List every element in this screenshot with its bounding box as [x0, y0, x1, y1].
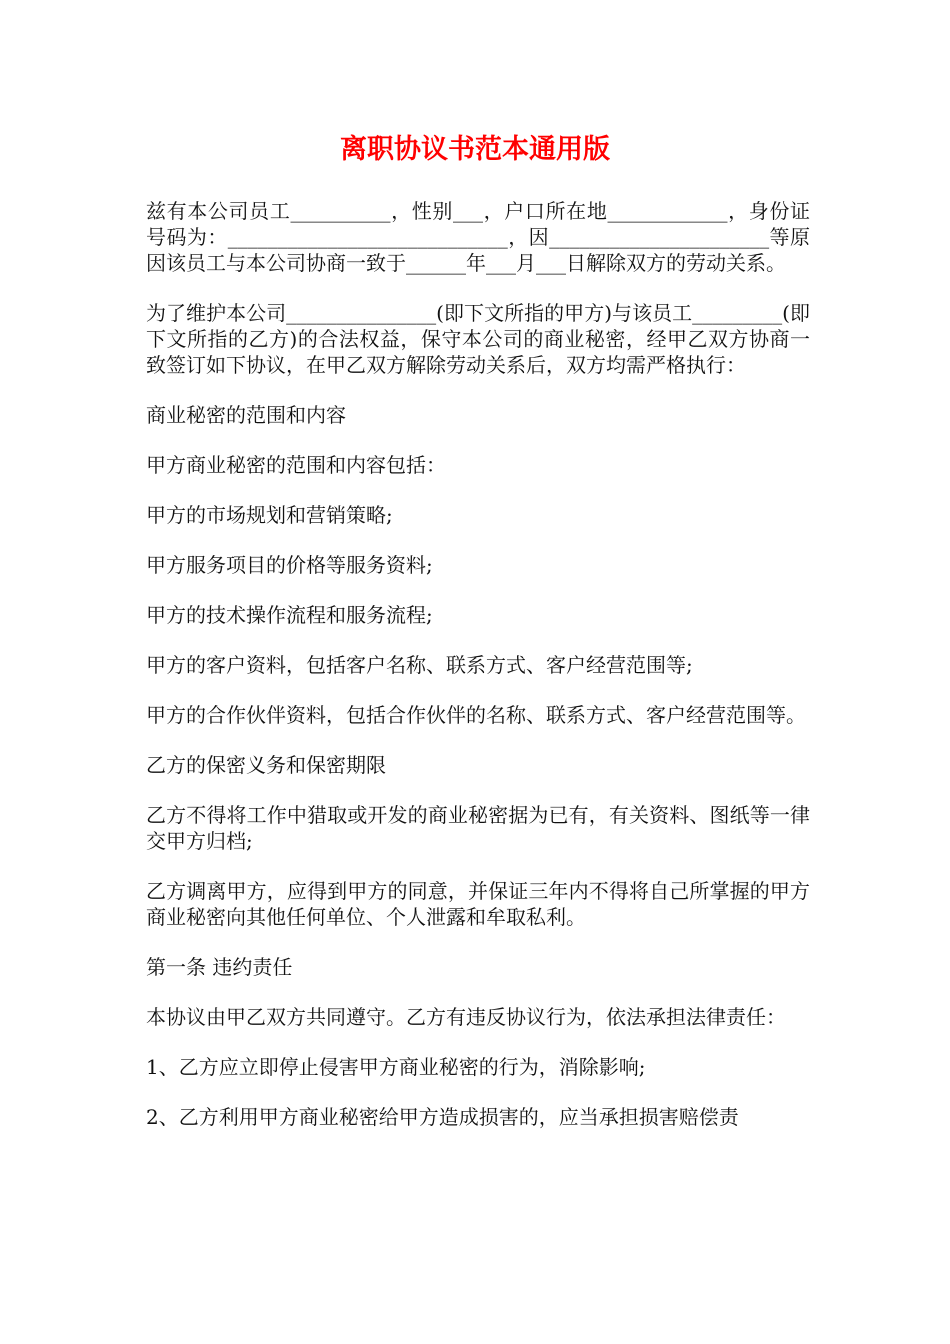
document-title: 离职协议书范本通用版 — [340, 134, 610, 165]
paragraph-purpose: 为了维护本公司_______________(即下文所指的甲方)与该员工_________(即下文所指的乙方)的合法权益，保守本公司的商业秘密，经甲乙双方协商一致签订如下协议，在甲乙双方解除劳动关系后，双方均需严格执行： — [146, 301, 810, 377]
list-item: 甲方的市场规划和营销策略; — [146, 503, 393, 527]
paragraph-obligation-1: 乙方不得将工作中猎取或开发的商业秘密据为已有，有关资料、图纸等一律交甲方归档; — [146, 803, 810, 853]
paragraph-liability: 本协议由甲乙双方共同遵守。乙方有违反协议行为，依法承担法律责任： — [146, 1005, 786, 1029]
paragraph-intro: 兹有本公司员工__________，性别___，户口所在地____________，身份证号码为：____________________________，因______________________等原因该员工与本公司协商一致于______年___月___日解除双方的劳动关系。 — [146, 199, 810, 275]
document-body — [146, 198, 810, 1154]
list-item: 2、乙方利用甲方商业秘密给甲方造成损害的，应当承担损害赔偿责 — [146, 1105, 739, 1129]
section-heading-confidentiality: 乙方的保密义务和保密期限 — [146, 753, 386, 777]
section-heading-trade-secrets: 商业秘密的范围和内容 — [146, 403, 346, 427]
list-item: 甲方的客户资料，包括客户名称、联系方式、客户经营范围等; — [146, 653, 693, 677]
list-item: 甲方的技术操作流程和服务流程; — [146, 603, 433, 627]
paragraph-obligation-2: 乙方调离甲方，应得到甲方的同意，并保证三年内不得将自己所掌握的甲方商业秘密向其他任何单位、个人泄露和牟取私利。 — [146, 879, 810, 929]
section-heading-liability: 第一条 违约责任 — [146, 955, 293, 979]
list-item: 1、乙方应立即停止侵害甲方商业秘密的行为，消除影响; — [146, 1055, 646, 1079]
paragraph-scope: 甲方商业秘密的范围和内容包括： — [146, 453, 446, 477]
list-item: 甲方的合作伙伴资料，包括合作伙伴的名称、联系方式、客户经营范围等。 — [146, 703, 806, 727]
list-item: 甲方服务项目的价格等服务资料; — [146, 553, 433, 577]
